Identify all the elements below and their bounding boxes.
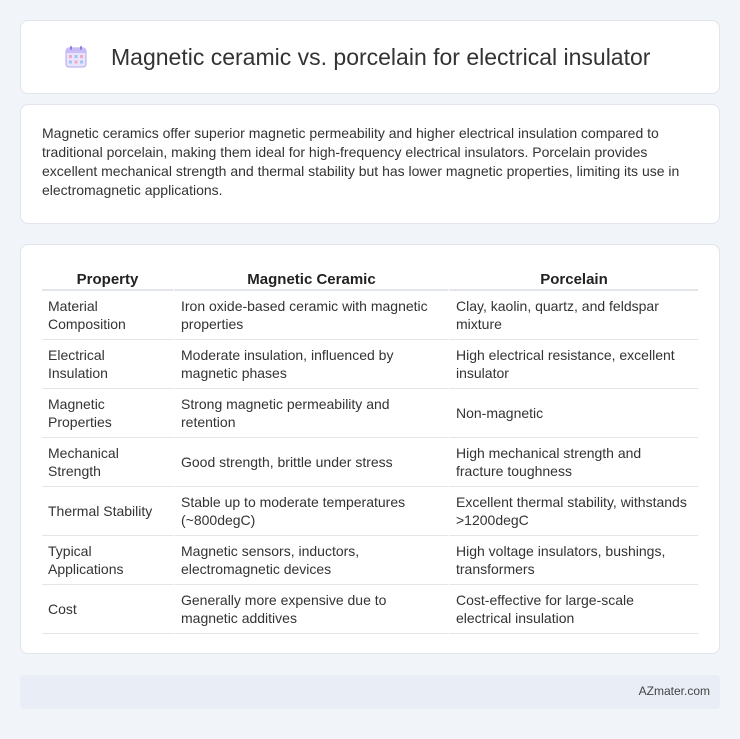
comparison-table-card xyxy=(20,244,720,654)
footer-bar xyxy=(20,675,720,709)
magnetic-ceramic-cell: Iron oxide-based ceramic with magnetic properties xyxy=(173,291,448,340)
magnetic-ceramic-cell: Generally more expensive due to magnetic additives xyxy=(173,585,448,634)
property-cell: Electrical Insulation xyxy=(42,340,173,389)
table-row xyxy=(42,487,698,536)
magnetic-ceramic-cell: Good strength, brittle under stress xyxy=(173,438,448,487)
porcelain-cell: High mechanical strength and fracture toughness xyxy=(448,438,698,487)
porcelain-cell: Clay, kaolin, quartz, and feldspar mixture xyxy=(448,291,698,340)
column-header-magnetic-ceramic: Magnetic Ceramic xyxy=(173,265,448,291)
magnetic-ceramic-cell: Stable up to moderate temperatures (~800degC) xyxy=(173,487,448,536)
page-title: Magnetic ceramic vs. porcelain for electrical insulator xyxy=(111,44,651,70)
title-card xyxy=(20,20,720,94)
table-row xyxy=(42,438,698,487)
table-row xyxy=(42,536,698,585)
column-header-property: Property xyxy=(42,265,173,291)
table-header-row xyxy=(42,265,698,291)
summary-paragraph: Magnetic ceramics offer superior magnetic permeability and higher electrical insulation compared to traditional porcelain, making them ideal for high-frequency electrical insulators. Porcelain provides excellent mechanical strength and thermal stability but has lower magnetic properties, limiting its use in electromagnetic applications. xyxy=(42,125,680,198)
porcelain-cell: High electrical resistance, excellent insulator xyxy=(448,340,698,389)
table-row xyxy=(42,291,698,340)
table-row xyxy=(42,340,698,389)
porcelain-cell: High voltage insulators, bushings, transformers xyxy=(448,536,698,585)
porcelain-cell: Cost-effective for large-scale electrical insulation xyxy=(448,585,698,634)
summary-card xyxy=(20,104,720,224)
property-cell: Material Composition xyxy=(42,291,173,340)
porcelain-cell: Non-magnetic xyxy=(448,389,698,438)
footer-brand: AZmater.com xyxy=(638,684,710,698)
property-cell: Magnetic Properties xyxy=(42,389,173,438)
magnetic-ceramic-cell: Magnetic sensors, inductors, electromagnetic devices xyxy=(173,536,448,585)
porcelain-cell: Excellent thermal stability, withstands >1200degC xyxy=(448,487,698,536)
property-cell: Mechanical Strength xyxy=(42,438,173,487)
table-row xyxy=(42,585,698,634)
property-cell: Typical Applications xyxy=(42,536,173,585)
table-row xyxy=(42,389,698,438)
comparison-table xyxy=(42,265,698,634)
column-header-porcelain: Porcelain xyxy=(448,265,698,291)
property-cell: Thermal Stability xyxy=(42,487,173,536)
property-cell: Cost xyxy=(42,585,173,634)
calendar-grid-icon xyxy=(64,45,88,69)
magnetic-ceramic-cell: Moderate insulation, influenced by magnetic phases xyxy=(173,340,448,389)
magnetic-ceramic-cell: Strong magnetic permeability and retention xyxy=(173,389,448,438)
